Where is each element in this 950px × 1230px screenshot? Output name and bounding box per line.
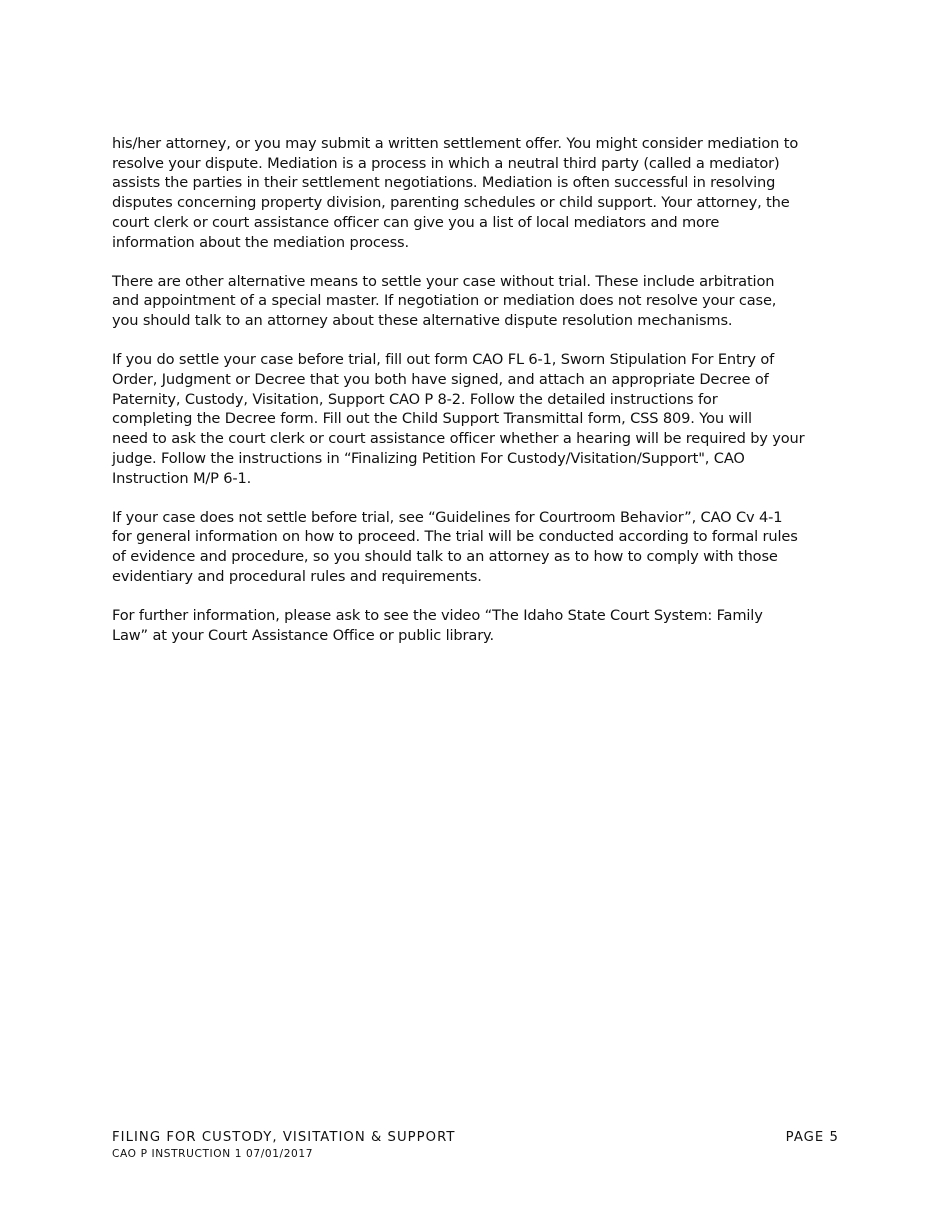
document-body: [112, 134, 842, 665]
footer-form-id: CAO P INSTRUCTION 1 07/01/2017: [112, 1148, 314, 1160]
paragraph-alternative-means: There are other alternative means to settle your case without trial. These include arbitration and appointment of a special master. If negotiation or mediation does not resolve your case, you should talk to an attorney about these alternative dispute resolution mechanisms.: [112, 272, 777, 330]
paragraph-mediation: his/her attorney, or you may submit a written settlement offer. You might consider mediation to resolve your dispute. Mediation is a process in which a neutral third party (called a mediator) assists the parties in their settlement negotiations. Mediation is often successful in resolving disputes concerning property division, parenting schedules or child support. Your attorney, the court clerk or court assistance officer can give you a list of local mediators and more information about the mediation process.: [112, 135, 799, 251]
page-footer: [112, 1129, 839, 1161]
footer-title: FILING FOR CUSTODY, VISITATION & SUPPORT: [112, 1130, 456, 1145]
paragraph-further-information: For further information, please ask to see the video “The Idaho State Court System: Family Law” at your Court Assistance Office or public library.: [112, 607, 763, 644]
paragraph-settle-before-trial: If you do settle your case before trial, fill out form CAO FL 6-1, Sworn Stipulation For Entry of Order, Judgment or Decree that you both have signed, and attach an appropriate Decree of Paternity, Custody, Visitation, Support CAO P 8-2. Follow the detailed instructions for completing the Decree form. Fill out the Child Support Transmittal form, CSS 809. You will need to ask the court clerk or court assistance officer whether a hearing will be required by your judge. Follow the instructions in “Finalizing Petition For Custody/Visitation/Support", CAO Instruction M/P 6-1.: [112, 351, 805, 487]
page-number: PAGE 5: [785, 1130, 839, 1145]
paragraph-trial: If your case does not settle before trial, see “Guidelines for Courtroom Behavior”, CAO Cv 4-1 for general information on how to proceed. The trial will be conducted according to formal rules of evidence and procedure, so you should talk to an attorney as to how to comply with those evidentiary and procedural rules and requirements.: [112, 508, 798, 585]
